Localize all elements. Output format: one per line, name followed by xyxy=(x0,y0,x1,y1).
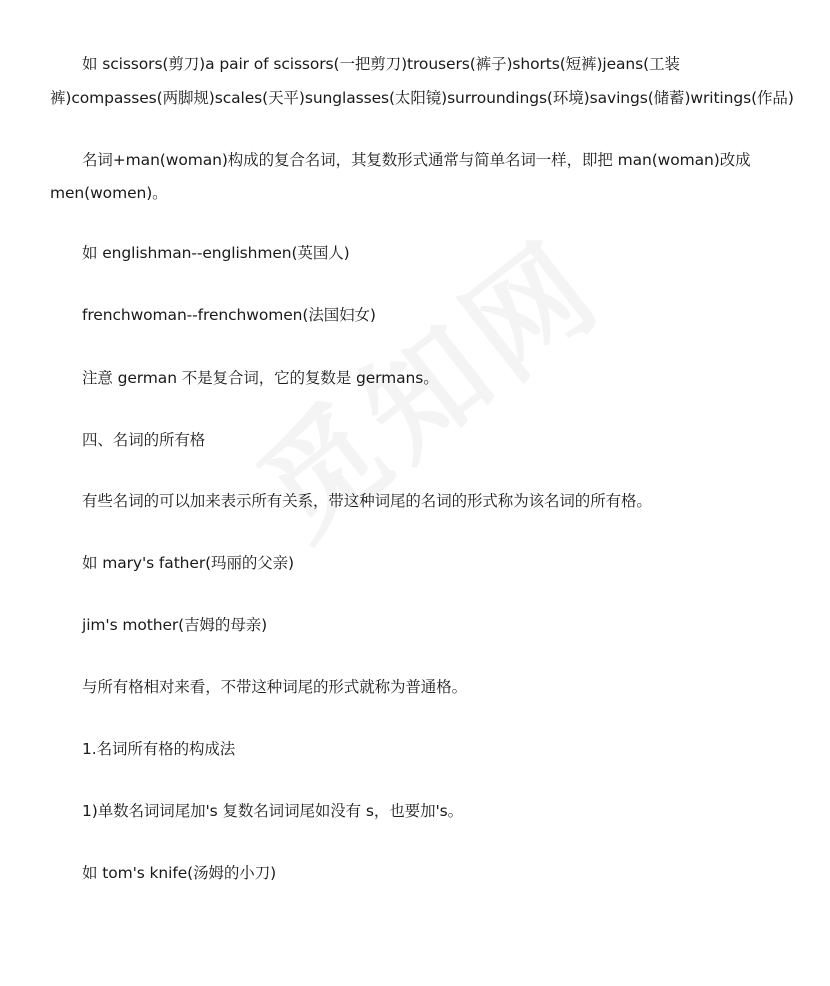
paragraph-compound-nouns-line1: 名词+man(woman)构成的复合名词，其复数形式通常与简单名词一样，即把 man(woman)改成 xyxy=(82,151,751,169)
paragraph-example-tom: 如 tom's knife(汤姆的小刀) xyxy=(82,864,277,882)
paragraph-note-german: 注意 german 不是复合词，它的复数是 germans。 xyxy=(82,369,439,387)
paragraph-compound-nouns-line2: men(women)。 xyxy=(50,184,168,202)
subheading-formation: 1.名词所有格的构成法 xyxy=(82,740,236,758)
paragraph-example-mary: 如 mary's father(玛丽的父亲) xyxy=(82,554,294,572)
paragraph-common-case: 与所有格相对来看，不带这种词尾的形式就称为普通格。 xyxy=(82,678,468,696)
paragraph-example-englishman: 如 englishman--englishmen(英国人) xyxy=(82,244,350,262)
section-heading-possessive: 四、名词的所有格 xyxy=(82,431,206,449)
paragraph-plural-nouns-line1: 如 scissors(剪刀)a pair of scissors(一把剪刀)trousers(裤子)shorts(短裤)jeans(工装 xyxy=(82,55,680,73)
paragraph-example-frenchwoman: frenchwoman--frenchwomen(法国妇女) xyxy=(82,306,376,324)
paragraph-rule-singular: 1)单数名词词尾加's 复数名词词尾如没有 s，也要加's。 xyxy=(82,802,464,820)
paragraph-plural-nouns-line2: 裤)compasses(两脚规)scales(天平)sunglasses(太阳镜)surroundings(环境)savings(储蓄)writings(作品) xyxy=(50,89,794,107)
paragraph-possessive-definition: 有些名词的可以加来表示所有关系，带这种词尾的名词的形式称为该名词的所有格。 xyxy=(82,492,652,510)
paragraph-example-jim: jim's mother(吉姆的母亲) xyxy=(82,616,268,634)
